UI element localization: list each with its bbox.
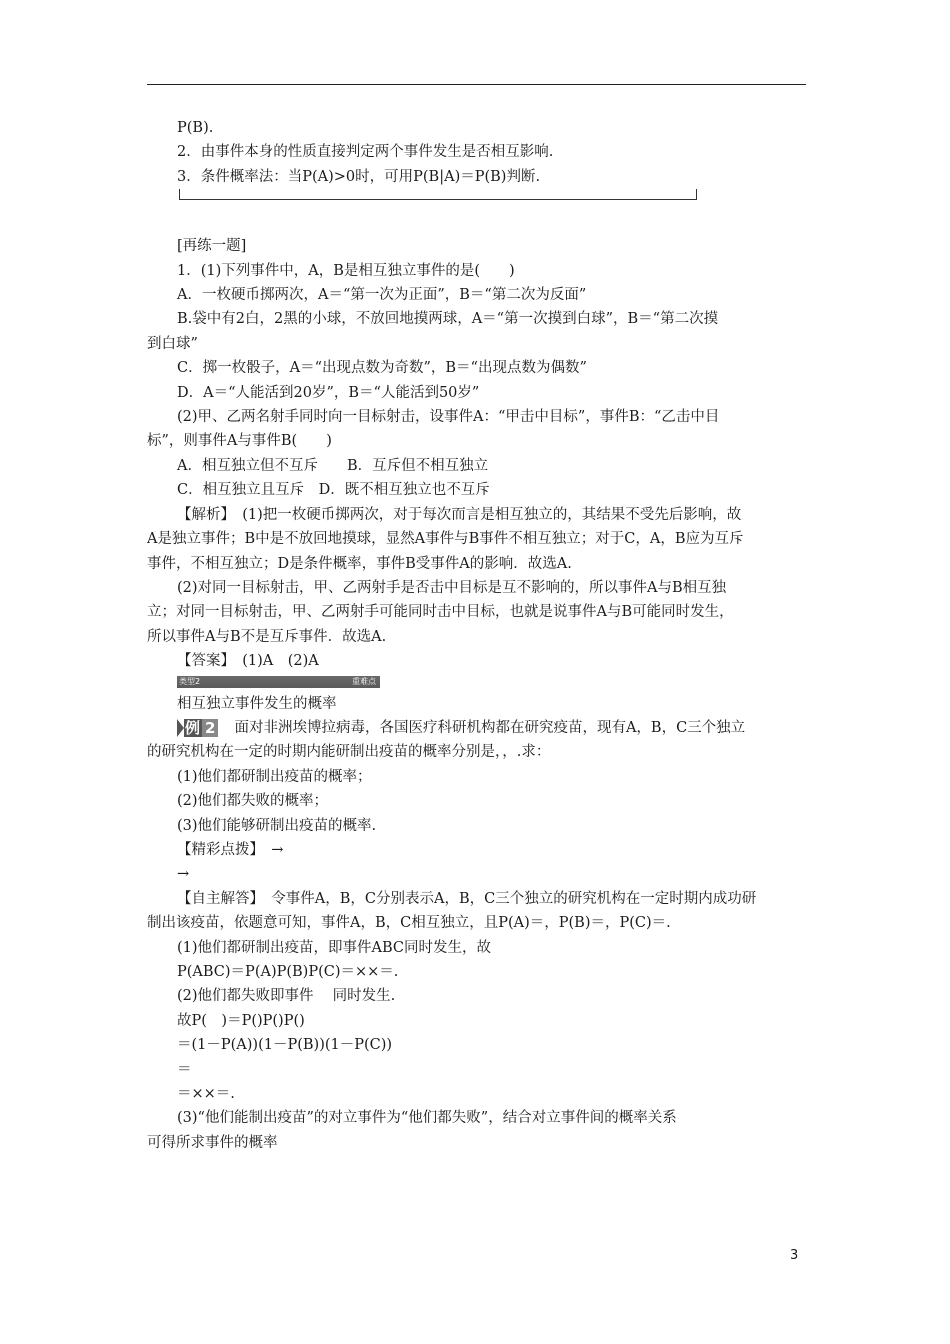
option-b-cont: 到白球”: [147, 335, 198, 352]
example-line: (1)他们都研制出疫苗的概率；: [177, 768, 372, 785]
header-rule: [147, 84, 806, 85]
option-d: D．A＝“人能活到20岁”，B＝“人能活到50岁”: [177, 384, 480, 401]
solution-line: ＝××＝.: [177, 1086, 235, 1103]
example-arrow-icon: [177, 719, 184, 737]
banner-label: 重难点: [352, 676, 376, 686]
example-word: 例: [185, 719, 201, 738]
q2-options-line: A．相互独立但不互斥 B．互斥但不相互独立: [177, 457, 489, 474]
analysis-line: 立；对同一目标射击，甲、乙两射手可能同时击中目标，也就是说事件A与B可能同时发生，: [147, 604, 734, 621]
answer-line: 【答案】 (1)A (2)A: [177, 653, 319, 670]
analysis-line: (2)对同一目标射击，甲、乙两射手是否击中目标是互不影响的，所以事件A与B相互独: [177, 579, 727, 596]
question-2-cont: 标”，则事件A与事件B( ): [147, 433, 332, 450]
solution-line: 可得所求事件的概率: [147, 1134, 278, 1151]
solution-line: (1)他们都研制出疫苗，即事件ABC同时发生，故: [177, 939, 492, 956]
solution-line: (3)“他们能制出疫苗”的对立事件为“他们都失败”，结合对立事件间的概率关系: [177, 1110, 677, 1127]
solution-line: (2)他们都失败即事件 同时发生.: [177, 988, 396, 1005]
solution-line: ＝: [177, 1061, 192, 1078]
summary-box-bottom: [179, 189, 697, 200]
option-a: A．一枚硬币掷两次，A＝“第一次为正面”，B＝“第二次为反面”: [177, 287, 587, 304]
example-line: (3)他们能够研制出疫苗的概率.: [177, 817, 377, 834]
solution-line: 制出该疫苗，依题意可知，事件A，B，C相互独立，且P(A)＝，P(B)＝，P(C)＝.: [147, 915, 671, 932]
analysis-line: 事件，不相互独立；D是条件概率，事件B受事件A的影响．故选A.: [147, 555, 572, 572]
section-title: 相互独立事件发生的概率: [177, 695, 337, 712]
solution-line: P(ABC)＝P(A)P(B)P(C)＝××＝.: [177, 964, 399, 980]
question-2: (2)甲、乙两名射手同时向一目标射击，设事件A：“甲击中目标”，事件B：“乙击中目: [177, 409, 720, 426]
solution-line: ＝(1－P(A))(1－P(B))(1－P(C)): [177, 1037, 393, 1054]
example-line: 面对非洲埃博拉病毒，各国医疗科研机构都在研究疫苗，现有A，B，C三个独立: [234, 719, 746, 736]
page-body: [147, 116, 807, 1155]
type-banner: [177, 676, 380, 688]
option-c: C．掷一枚骰子，A＝“出现点数为奇数”，B＝“出现点数为偶数”: [177, 360, 587, 377]
example-first-line: [147, 716, 807, 740]
question-1: 1．(1)下列事件中，A，B是相互独立事件的是( ): [177, 262, 515, 279]
q2-options-line: C．相互独立且互斥 D．既不相互独立也不互斥: [177, 482, 490, 499]
solution-line: 故P( )＝P()P()P(): [177, 1012, 305, 1029]
analysis-line: 【解析】 (1)把一枚硬币掷两次，对于每次而言是相互独立的，其结果不受先后影响，故: [177, 506, 742, 523]
analysis-line: A是独立事件；B中是不放回地摸球，显然A事件与B事件不相互独立；对于C，A，B应为互斥: [147, 531, 744, 548]
option-b: B.袋中有2白，2黑的小球，不放回地摸两球，A＝“第一次摸到白球”，B＝“第二次摸: [177, 311, 719, 328]
banner-tag: 类型2: [179, 676, 201, 686]
example-line: 的研究机构在一定的时期内能研制出疫苗的概率分别是，，.求：: [147, 744, 551, 761]
text-line: 3．条件概率法：当P(A)>0时，可用P(B|A)＝P(B)判断.: [177, 168, 541, 185]
analysis-line: 所以事件A与B不是互斥事件．故选A.: [147, 628, 387, 645]
example-line: (2)他们都失败的概率；: [177, 793, 329, 810]
text-line: P(B).: [177, 120, 214, 136]
tip-line: →: [177, 866, 190, 883]
example-badge: [177, 719, 218, 737]
tip-line: 【精彩点拨】 →: [177, 841, 284, 858]
example-number: 2: [202, 719, 218, 737]
text-line: 2．由事件本身的性质直接判定两个事件发生是否相互影响.: [177, 144, 554, 161]
solution-line: 【自主解答】 令事件A，B，C分别表示A，B，C三个独立的研究机构在一定时期内成功研: [177, 890, 757, 907]
practice-heading: [再练一题]: [177, 238, 247, 255]
page-number: 3: [790, 1248, 799, 1263]
